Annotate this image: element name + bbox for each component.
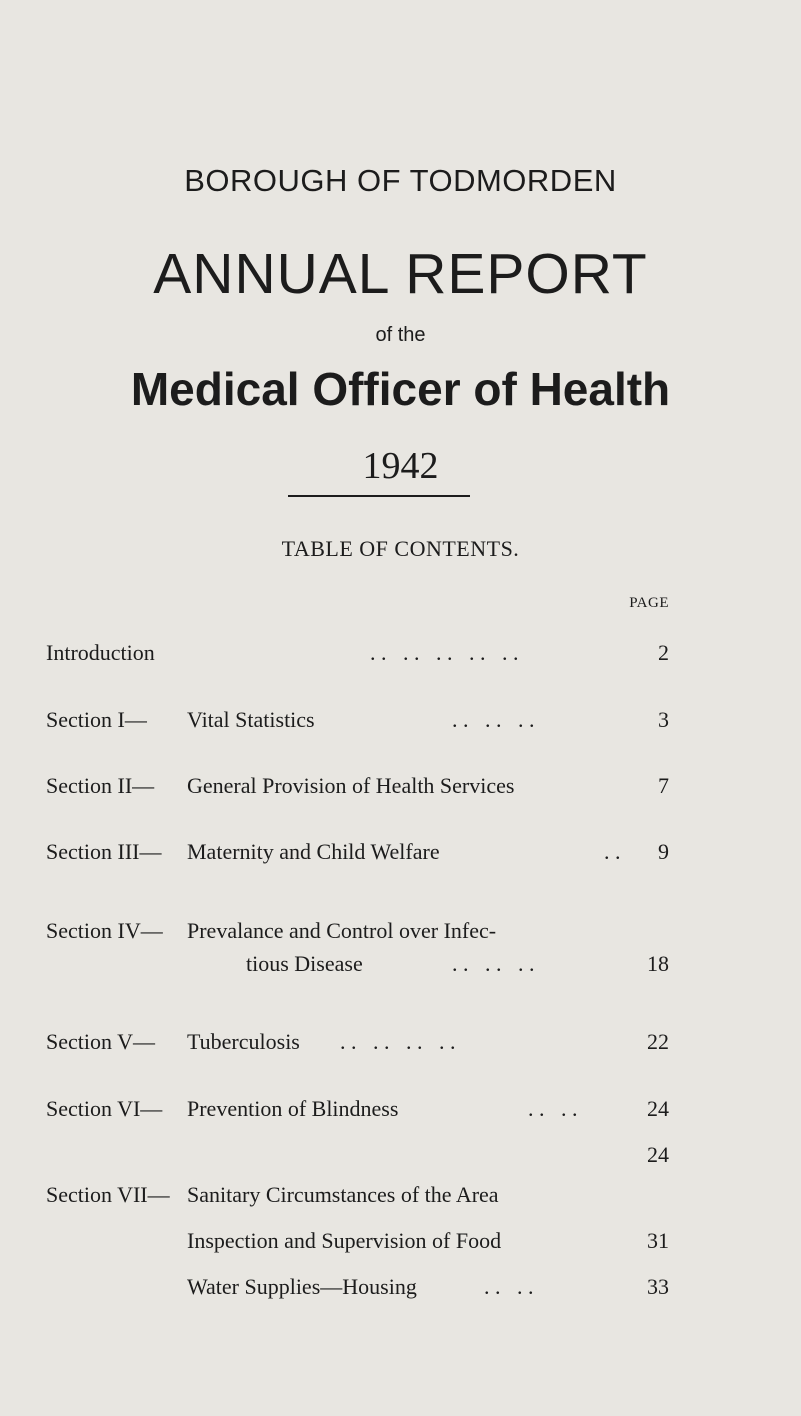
borough-heading: BOROUGH OF TODMORDEN — [184, 163, 617, 198]
leader-dots: . . . . — [528, 1096, 578, 1121]
toc-entry-title: Tuberculosis — [187, 1029, 300, 1054]
toc-section-label: Section V— — [46, 1029, 155, 1054]
toc-page-number: 33 — [647, 1274, 669, 1299]
toc-section-label: Section IV— — [46, 918, 163, 943]
toc-page-number: 3 — [658, 707, 669, 732]
leader-dots: . . . . . . — [452, 707, 535, 732]
toc-section-label: Section VI— — [46, 1096, 163, 1121]
toc-entry-title: Vital Statistics — [187, 707, 315, 732]
toc-page-number: 24 — [647, 1142, 669, 1167]
toc-page-number: 7 — [658, 773, 669, 798]
toc-page-number: 2 — [658, 640, 669, 665]
of-the-text: of the — [375, 324, 426, 346]
toc-page-number: 31 — [647, 1228, 669, 1253]
leader-dots: . . — [604, 839, 621, 864]
toc-page-number: 22 — [647, 1029, 669, 1054]
toc-sub-entry-title: Water Supplies—Housing — [187, 1274, 417, 1299]
page-column-label: PAGE — [629, 595, 669, 611]
leader-dots: . . . . . . — [452, 951, 535, 976]
toc-heading: TABLE OF CONTENTS. — [281, 536, 520, 561]
toc-entry-title: Maternity and Child Welfare — [187, 839, 440, 864]
leader-dots: . . . . . . . . — [340, 1029, 456, 1054]
toc-entry-title: Prevalance and Control over Infec- — [187, 918, 497, 943]
toc-entry-title-continued: tious Disease — [246, 951, 363, 976]
report-year: 1942 — [362, 445, 439, 487]
toc-section-label: Introduction — [46, 640, 155, 665]
report-subtitle: Medical Officer of Health — [130, 363, 671, 415]
leader-dots: . . . . . . . . . . — [370, 640, 519, 665]
report-title: ANNUAL REPORT — [153, 242, 648, 306]
toc-entry-title: General Provision of Health Services — [187, 773, 515, 798]
toc-section-label: Section I— — [46, 707, 147, 732]
toc-section-label: Section II— — [46, 773, 155, 798]
toc-entry-title: Sanitary Circumstances of the Area — [187, 1182, 499, 1207]
divider-rule — [288, 495, 470, 497]
toc-section-label: Section VII— — [46, 1182, 170, 1207]
leader-dots: . . . . — [484, 1274, 534, 1299]
toc-section-label: Section III— — [46, 839, 162, 864]
toc-entry-title: Prevention of Blindness — [187, 1096, 399, 1121]
toc-sub-entry-title: Inspection and Supervision of Food — [187, 1228, 502, 1253]
toc-page-number: 18 — [647, 951, 669, 976]
toc-page-number: 24 — [647, 1096, 669, 1121]
toc-page-number: 9 — [658, 839, 669, 864]
